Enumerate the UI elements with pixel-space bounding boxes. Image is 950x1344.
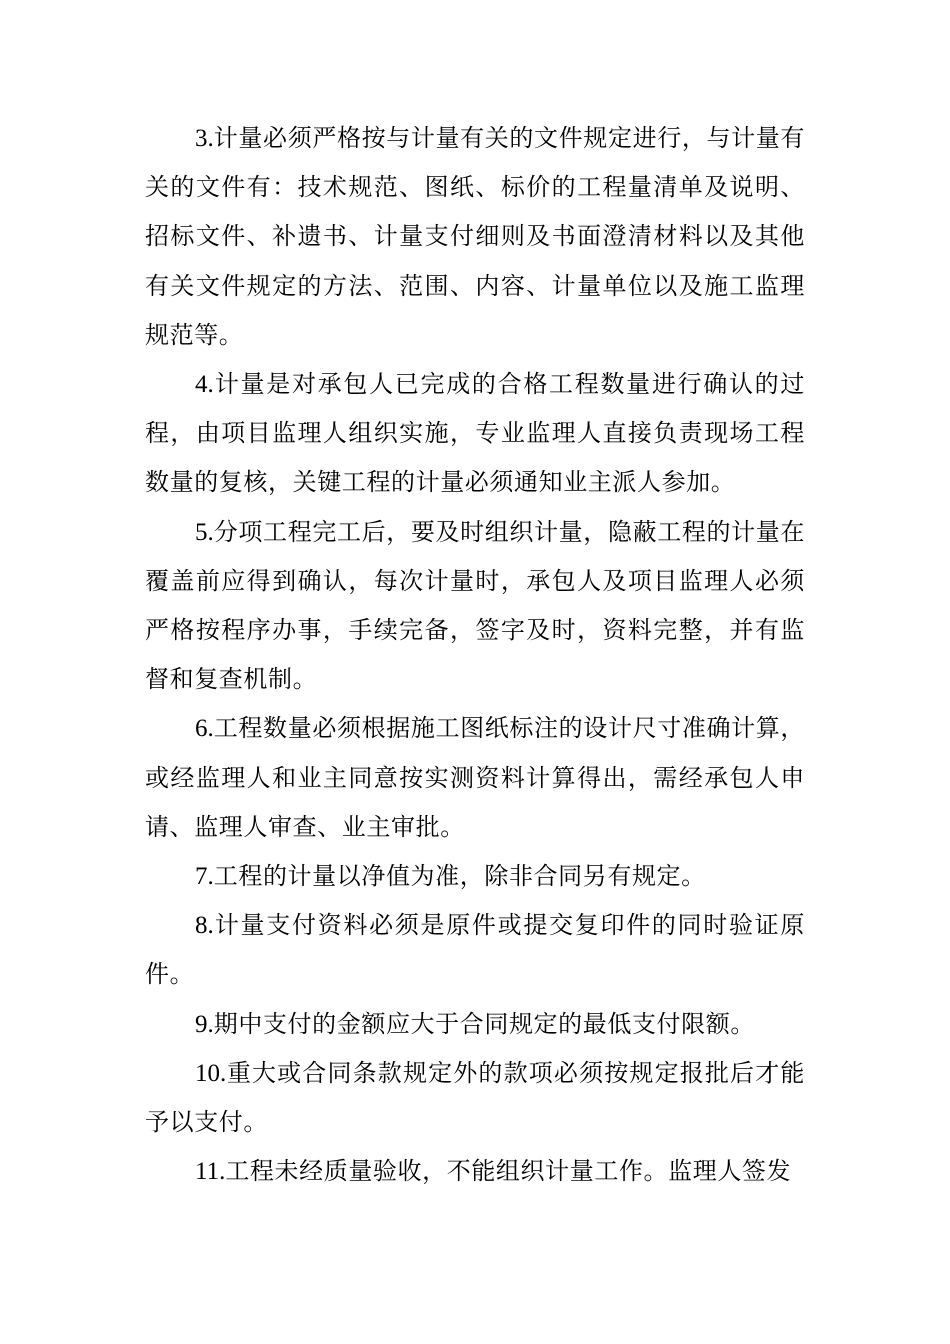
- paragraph-8: [145, 901, 805, 999]
- paragraph-4: [145, 360, 805, 508]
- paragraph-number: 5.: [195, 518, 214, 546]
- paragraph-3: [145, 114, 805, 360]
- paragraph-text: 计量是对承包人已完成的合格工程数量进行确认的过程，由项目监理人组织实施，专业监理人直接负责现场工程数量的复核，关键工程的计量必须通知业主派人参加。: [145, 370, 805, 497]
- paragraph-text: 期中支付的金额应大于合同规定的最低支付限额。: [213, 1009, 755, 1038]
- paragraph-number: 11.: [195, 1158, 226, 1186]
- paragraph-6: [145, 704, 805, 852]
- paragraph-number: 9.: [195, 1010, 214, 1038]
- paragraph-text: 计量必须严格按与计量有关的文件规定进行，与计量有关的文件有：技术规范、图纸、标价的工程量清单及说明、招标文件、补遗书、计量支付细则及书面澄清材料以及其他有关文件规定的方法、范围、内容、计量单位以及施工监理规范等。: [145, 124, 805, 349]
- paragraph-10: [145, 1049, 805, 1147]
- paragraph-9: [145, 1000, 805, 1049]
- paragraph-5: [145, 508, 805, 705]
- paragraph-number: 10.: [195, 1059, 227, 1087]
- paragraph-number: 8.: [195, 912, 214, 940]
- paragraph-11: [145, 1147, 805, 1196]
- paragraph-number: 3.: [195, 125, 214, 152]
- paragraph-text: 工程未经质量验收，不能组织计量工作。监理人签发: [225, 1157, 792, 1186]
- paragraph-text: 工程的计量以净值为准，除非合同另有规定。: [213, 862, 706, 891]
- paragraph-number: 7.: [195, 863, 214, 891]
- paragraph-number: 4.: [195, 371, 214, 399]
- document-body: [145, 114, 805, 1196]
- paragraph-text: 计量支付资料必须是原件或提交复印件的同时验证原件。: [145, 911, 805, 989]
- paragraph-7: [145, 852, 805, 901]
- paragraph-number: 6.: [195, 715, 214, 743]
- paragraph-text: 分项工程完工后，要及时组织计量，隐蔽工程的计量在覆盖前应得到确认，每次计量时，承包人及项目监理人必须严格按程序办事，手续完备，签字及时，资料完整，并有监督和复查机制。: [145, 517, 805, 694]
- paragraph-text: 重大或合同条款规定外的款项必须按规定报批后才能予以支付。: [145, 1058, 805, 1137]
- paragraph-text: 工程数量必须根据施工图纸标注的设计尺寸准确计算，或经监理人和业主同意按实测资料计算得出，需经承包人申请、监理人审查、业主审批。: [145, 714, 805, 841]
